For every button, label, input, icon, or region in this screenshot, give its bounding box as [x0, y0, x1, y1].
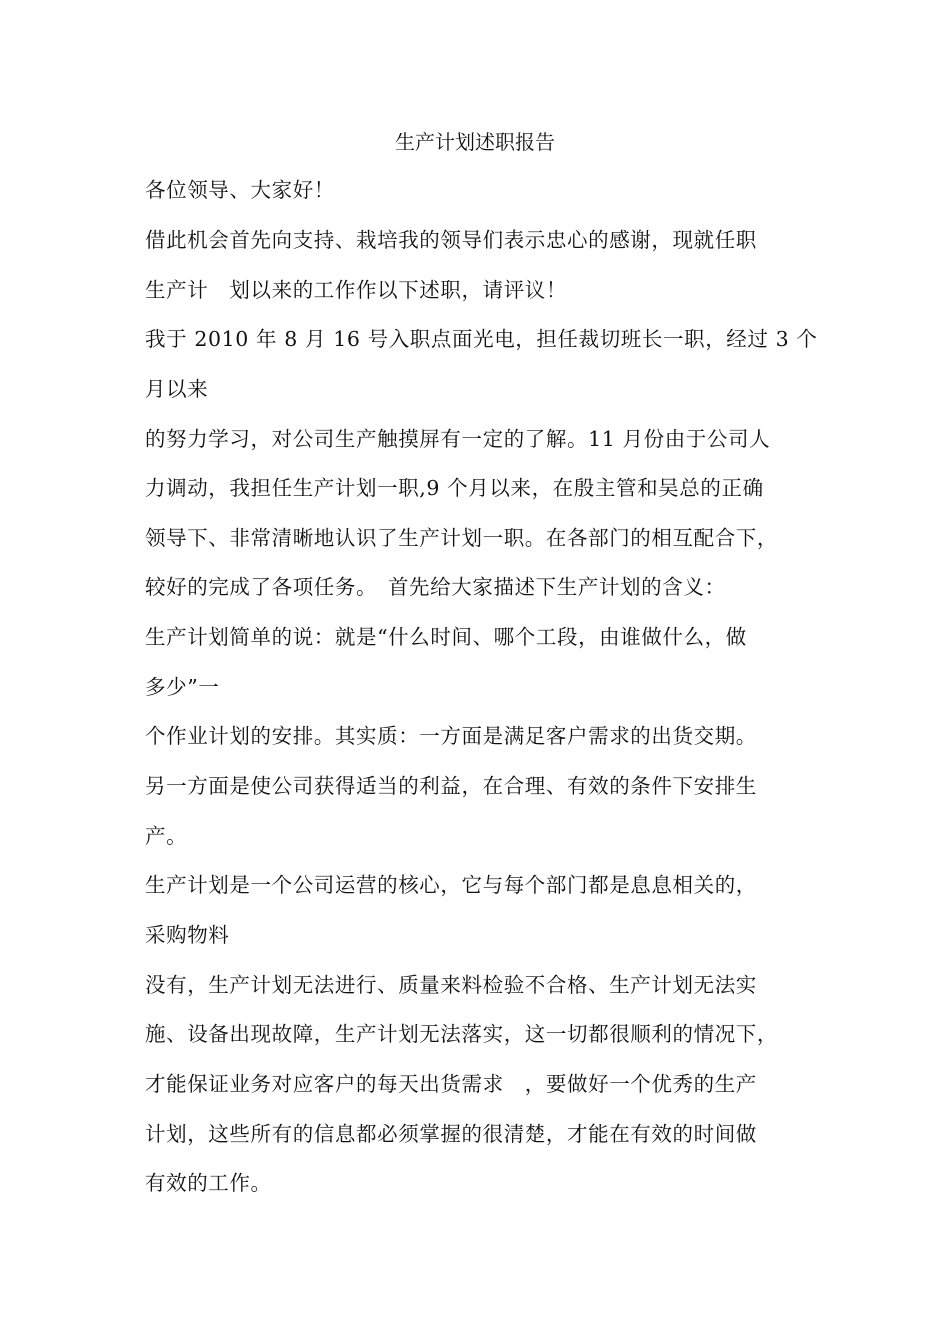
paragraph-line: 有效的工作。 [145, 1171, 272, 1195]
paragraph-line: 生产计划是一个公司运营的核心，它与每个部门都是息息相关的， [145, 873, 757, 897]
paragraph-line: 计划，这些所有的信息都必须掌握的很清楚，才能在有效的时间做 [145, 1122, 757, 1146]
paragraph-line: 借此机会首先向支持、栽培我的领导们表示忠心的感谢，现就任职 [145, 228, 757, 252]
paragraph-line: 力调动，我担任生产计划一职,9 个月以来，在殷主管和吴总的正确 [145, 476, 764, 500]
paragraph-line: 才能保证业务对应客户的每天出货需求 ，要做好一个优秀的生产 [145, 1072, 757, 1096]
paragraph-line: 我于 2010 年 8 月 16 号入职点面光电，担任裁切班长一职，经过 3 个 [145, 327, 818, 351]
paragraph-line: 领导下、非常清晰地认识了生产计划一职。在各部门的相互配合下， [145, 526, 778, 550]
paragraph-line: 各位领导、大家好！ [145, 178, 335, 202]
paragraph-line: 施、设备出现故障，生产计划无法落实，这一切都很顺利的情况下， [145, 1022, 778, 1046]
document-title: 生产计划述职报告 [395, 130, 555, 154]
paragraph-line: 的努力学习，对公司生产触摸屏有一定的了解。11 月份由于公司人 [145, 427, 771, 451]
paragraph-line: 多少”一 [145, 675, 220, 699]
paragraph-line: 另一方面是使公司获得适当的利益，在合理、有效的条件下安排生 [145, 774, 757, 798]
paragraph-line: 月以来 [145, 377, 209, 401]
paragraph-line: 个作业计划的安排。其实质：一方面是满足客户需求的出货交期。 [145, 724, 757, 748]
paragraph-line: 生产计划简单的说：就是“什么时间、哪个工段，由谁做什么，做 [145, 625, 747, 649]
paragraph-line: 采购物料 [145, 923, 230, 947]
paragraph-line: 产。 [145, 824, 188, 848]
paragraph-line: 没有，生产计划无法进行、质量来料检验不合格、生产计划无法实 [145, 973, 757, 997]
paragraph-line: 较好的完成了各项任务。 首先给大家描述下生产计划的含义： [145, 575, 726, 599]
paragraph-line: 生产计 划以来的工作作以下述职，请评议！ [145, 278, 567, 302]
